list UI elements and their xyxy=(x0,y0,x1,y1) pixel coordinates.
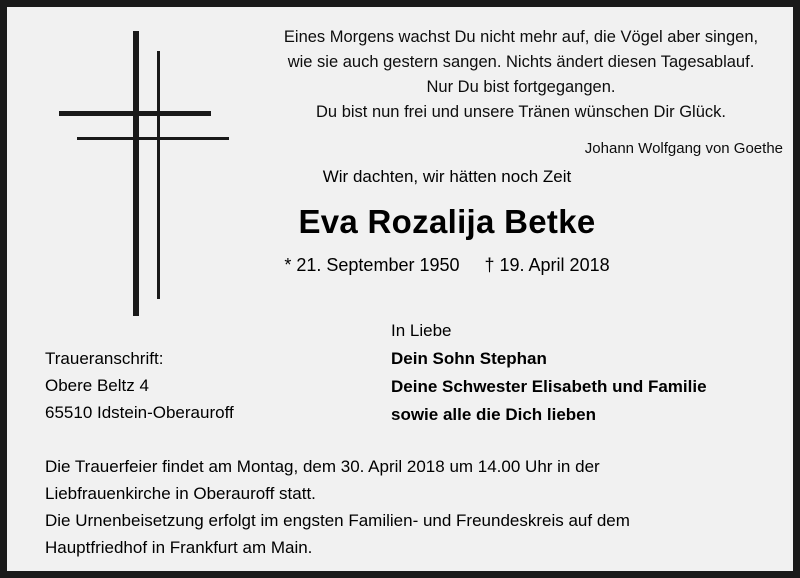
cross-vertical-bar-shadow xyxy=(157,51,160,299)
mourning-address-city: 65510 Idstein-Oberauroff xyxy=(45,403,234,422)
cross-horizontal-bar-shadow xyxy=(77,137,229,140)
family-line-3: sowie alle die Dich lieben xyxy=(391,405,597,424)
cross-symbol xyxy=(29,21,239,321)
poem-block xyxy=(257,25,785,161)
cross-horizontal-bar xyxy=(59,111,211,116)
family-line-2: Deine Schwester Elisabeth und Familie xyxy=(391,377,707,396)
mourning-address-street: Obere Beltz 4 xyxy=(45,376,149,395)
poem-line-1: Eines Morgens wachst Du nicht mehr auf, die Vögel aber singen, xyxy=(283,28,759,46)
ceremony-line-2: Liebfrauenkirche in Oberauroff statt. xyxy=(45,484,316,503)
ceremony-details xyxy=(45,453,775,561)
mourning-address-block xyxy=(45,345,234,426)
family-lead: In Liebe xyxy=(391,321,452,340)
deceased-name: Eva Rozalija Betke xyxy=(298,203,596,240)
ceremony-line-3: Die Urnenbeisetzung erfolgt im engsten Familien- und Freundeskreis auf dem xyxy=(45,511,630,530)
poem-line-2: wie sie auch gestern sangen. Nichts ändert diesen Tagesablauf. xyxy=(287,53,755,71)
memorial-intro: Wir dachten, wir hätten noch Zeit xyxy=(322,167,572,186)
life-dates: * 21. September 1950 † 19. April 2018 xyxy=(284,255,610,275)
poem-author: Johann Wolfgang von Goethe xyxy=(584,140,783,157)
poem-line-3: Nur Du bist fortgegangen. xyxy=(426,78,616,96)
family-block xyxy=(391,317,707,429)
ceremony-line-1: Die Trauerfeier findet am Montag, dem 30. April 2018 um 14.00 Uhr in der xyxy=(45,457,600,476)
mourning-address-label: Traueranschrift: xyxy=(45,349,164,368)
poem-line-4: Du bist nun frei und unsere Tränen wünschen Dir Glück. xyxy=(316,103,726,121)
cross-vertical-bar xyxy=(133,31,139,316)
family-line-1: Dein Sohn Stephan xyxy=(391,349,547,368)
ceremony-line-4: Hauptfriedhof in Frankfurt am Main. xyxy=(45,538,313,557)
